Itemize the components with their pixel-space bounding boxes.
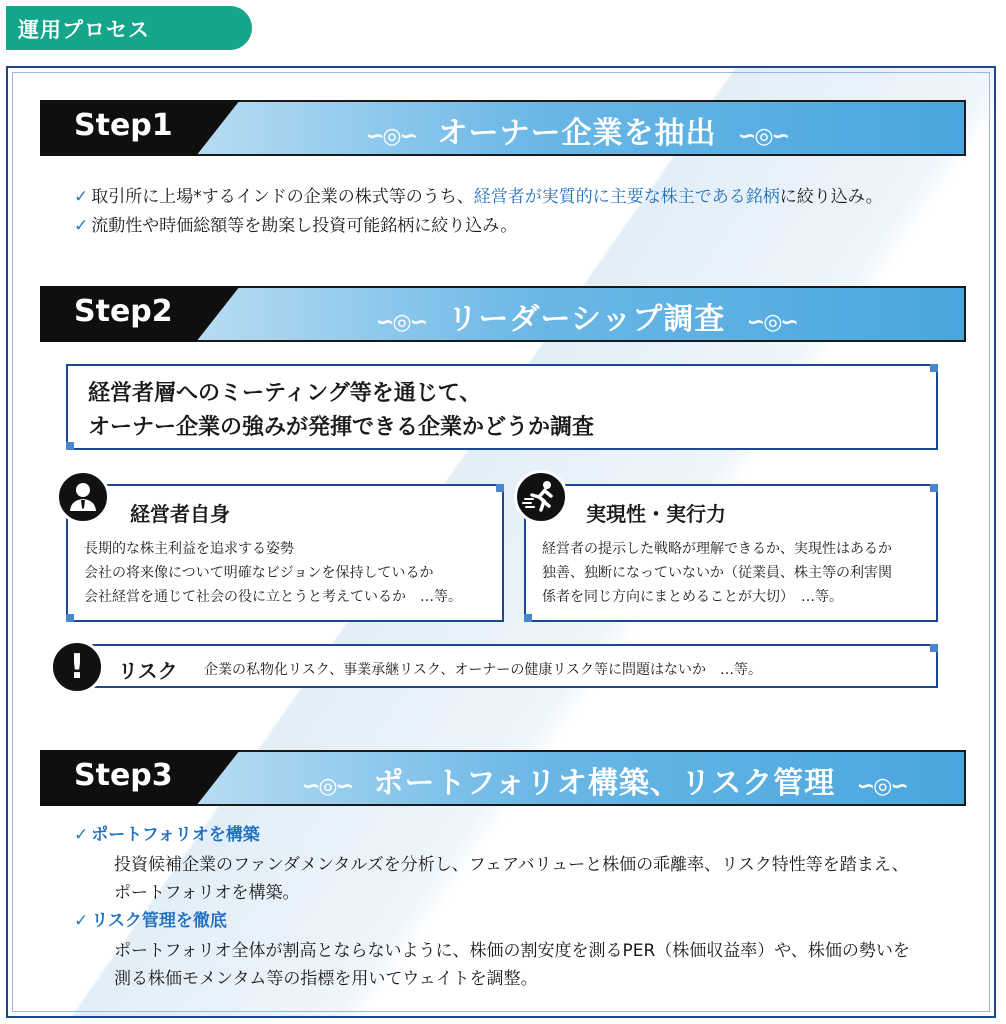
ornament-left-icon: ∽◎∽ bbox=[302, 774, 353, 799]
card-executive-line: 会社経営を通じて社会の役に立とうと考えているか …等。 bbox=[84, 589, 462, 605]
step3-item1-line2: ポートフォリオを構築。 bbox=[114, 883, 300, 903]
card-executive-title: 経営者自身 bbox=[130, 502, 230, 526]
step3-item2-line2: 測る株価モメンタム等の指標を用いてウェイトを調整。 bbox=[114, 969, 538, 989]
card-executive-line: 会社の将来像について明確なビジョンを保持しているか bbox=[84, 565, 434, 581]
meeting-line1: 経営者層へのミーティング等を通じて、 bbox=[88, 381, 482, 406]
check-icon: ✓ bbox=[74, 825, 89, 845]
step2-bar bbox=[40, 286, 966, 342]
card-executive-line: 長期的な株主利益を追求する姿勢 bbox=[84, 541, 294, 557]
step1-line2: ✓ 流動性や時価総額等を勘案し投資可能銘柄に絞り込み。 bbox=[74, 216, 518, 236]
step3-heading-group bbox=[302, 758, 907, 802]
ornament-right-icon: ∽◎∽ bbox=[746, 310, 797, 335]
card-execution-line: 係者を同じ方向にまとめることが大切） …等。 bbox=[542, 589, 843, 605]
check-icon: ✓ bbox=[74, 911, 89, 931]
step1-label: Step1 bbox=[74, 108, 173, 143]
step2-heading: リーダーシップ調査 bbox=[447, 302, 726, 337]
warning-icon: ! bbox=[50, 640, 104, 694]
risk-title: リスク bbox=[118, 659, 178, 683]
step1-heading-group bbox=[366, 108, 788, 152]
step3-item1-line1: 投資候補企業のファンダメンタルズを分析し、フェアバリューと株価の乖離率、リスク特性等を踏まえ、 bbox=[114, 855, 909, 875]
risk-box bbox=[66, 644, 938, 688]
step3-item1-title: ✓ ポートフォリオを構築 bbox=[74, 825, 260, 845]
meeting-line2: オーナー企業の強みが発揮できる企業かどうか調査 bbox=[88, 415, 595, 440]
card-executive bbox=[66, 484, 504, 622]
check-icon: ✓ bbox=[74, 187, 89, 207]
step1-line1: ✓ 取引所に上場*するインドの企業の株式等のうち、経営者が実質的に主要な株主である銘柄に絞り込み。 bbox=[74, 187, 883, 207]
card-execution-line: 独善、独断になっていないか（従業員、株主等の利害関 bbox=[542, 565, 892, 581]
step3-bar bbox=[40, 750, 966, 806]
meeting-box bbox=[66, 364, 938, 450]
ornament-left-icon: ∽◎∽ bbox=[366, 124, 417, 149]
ornament-right-icon: ∽◎∽ bbox=[856, 774, 907, 799]
step3-item2-line1: ポートフォリオ全体が割高とならないように、株価の割安度を測るPER（株価収益率）や、株価の勢いを bbox=[114, 941, 910, 961]
card-execution bbox=[524, 484, 938, 622]
step3-label: Step3 bbox=[74, 758, 173, 793]
risk-text: 企業の私物化リスク、事業承継リスク、オーナーの健康リスク等に問題はないか …等。 bbox=[204, 662, 763, 678]
runner-icon bbox=[514, 470, 568, 524]
ornament-left-icon: ∽◎∽ bbox=[376, 310, 427, 335]
page-title: 運用プロセス bbox=[18, 18, 150, 42]
card-execution-title: 実現性・実行力 bbox=[586, 502, 726, 526]
check-icon: ✓ bbox=[74, 216, 89, 236]
step3-item2-title: ✓ リスク管理を徹底 bbox=[74, 911, 227, 931]
step3-heading: ポートフォリオ構築、リスク管理 bbox=[373, 766, 836, 801]
ornament-right-icon: ∽◎∽ bbox=[737, 124, 789, 149]
page-title-tab bbox=[6, 6, 252, 50]
step1-bar bbox=[40, 100, 966, 156]
step2-label: Step2 bbox=[74, 294, 173, 329]
step1-heading: オーナー企業を抽出 bbox=[437, 116, 717, 151]
card-execution-line: 経営者の提示した戦略が理解できるか、実現性はあるか bbox=[542, 541, 892, 557]
step2-heading-group bbox=[376, 294, 797, 338]
person-icon bbox=[56, 470, 110, 524]
